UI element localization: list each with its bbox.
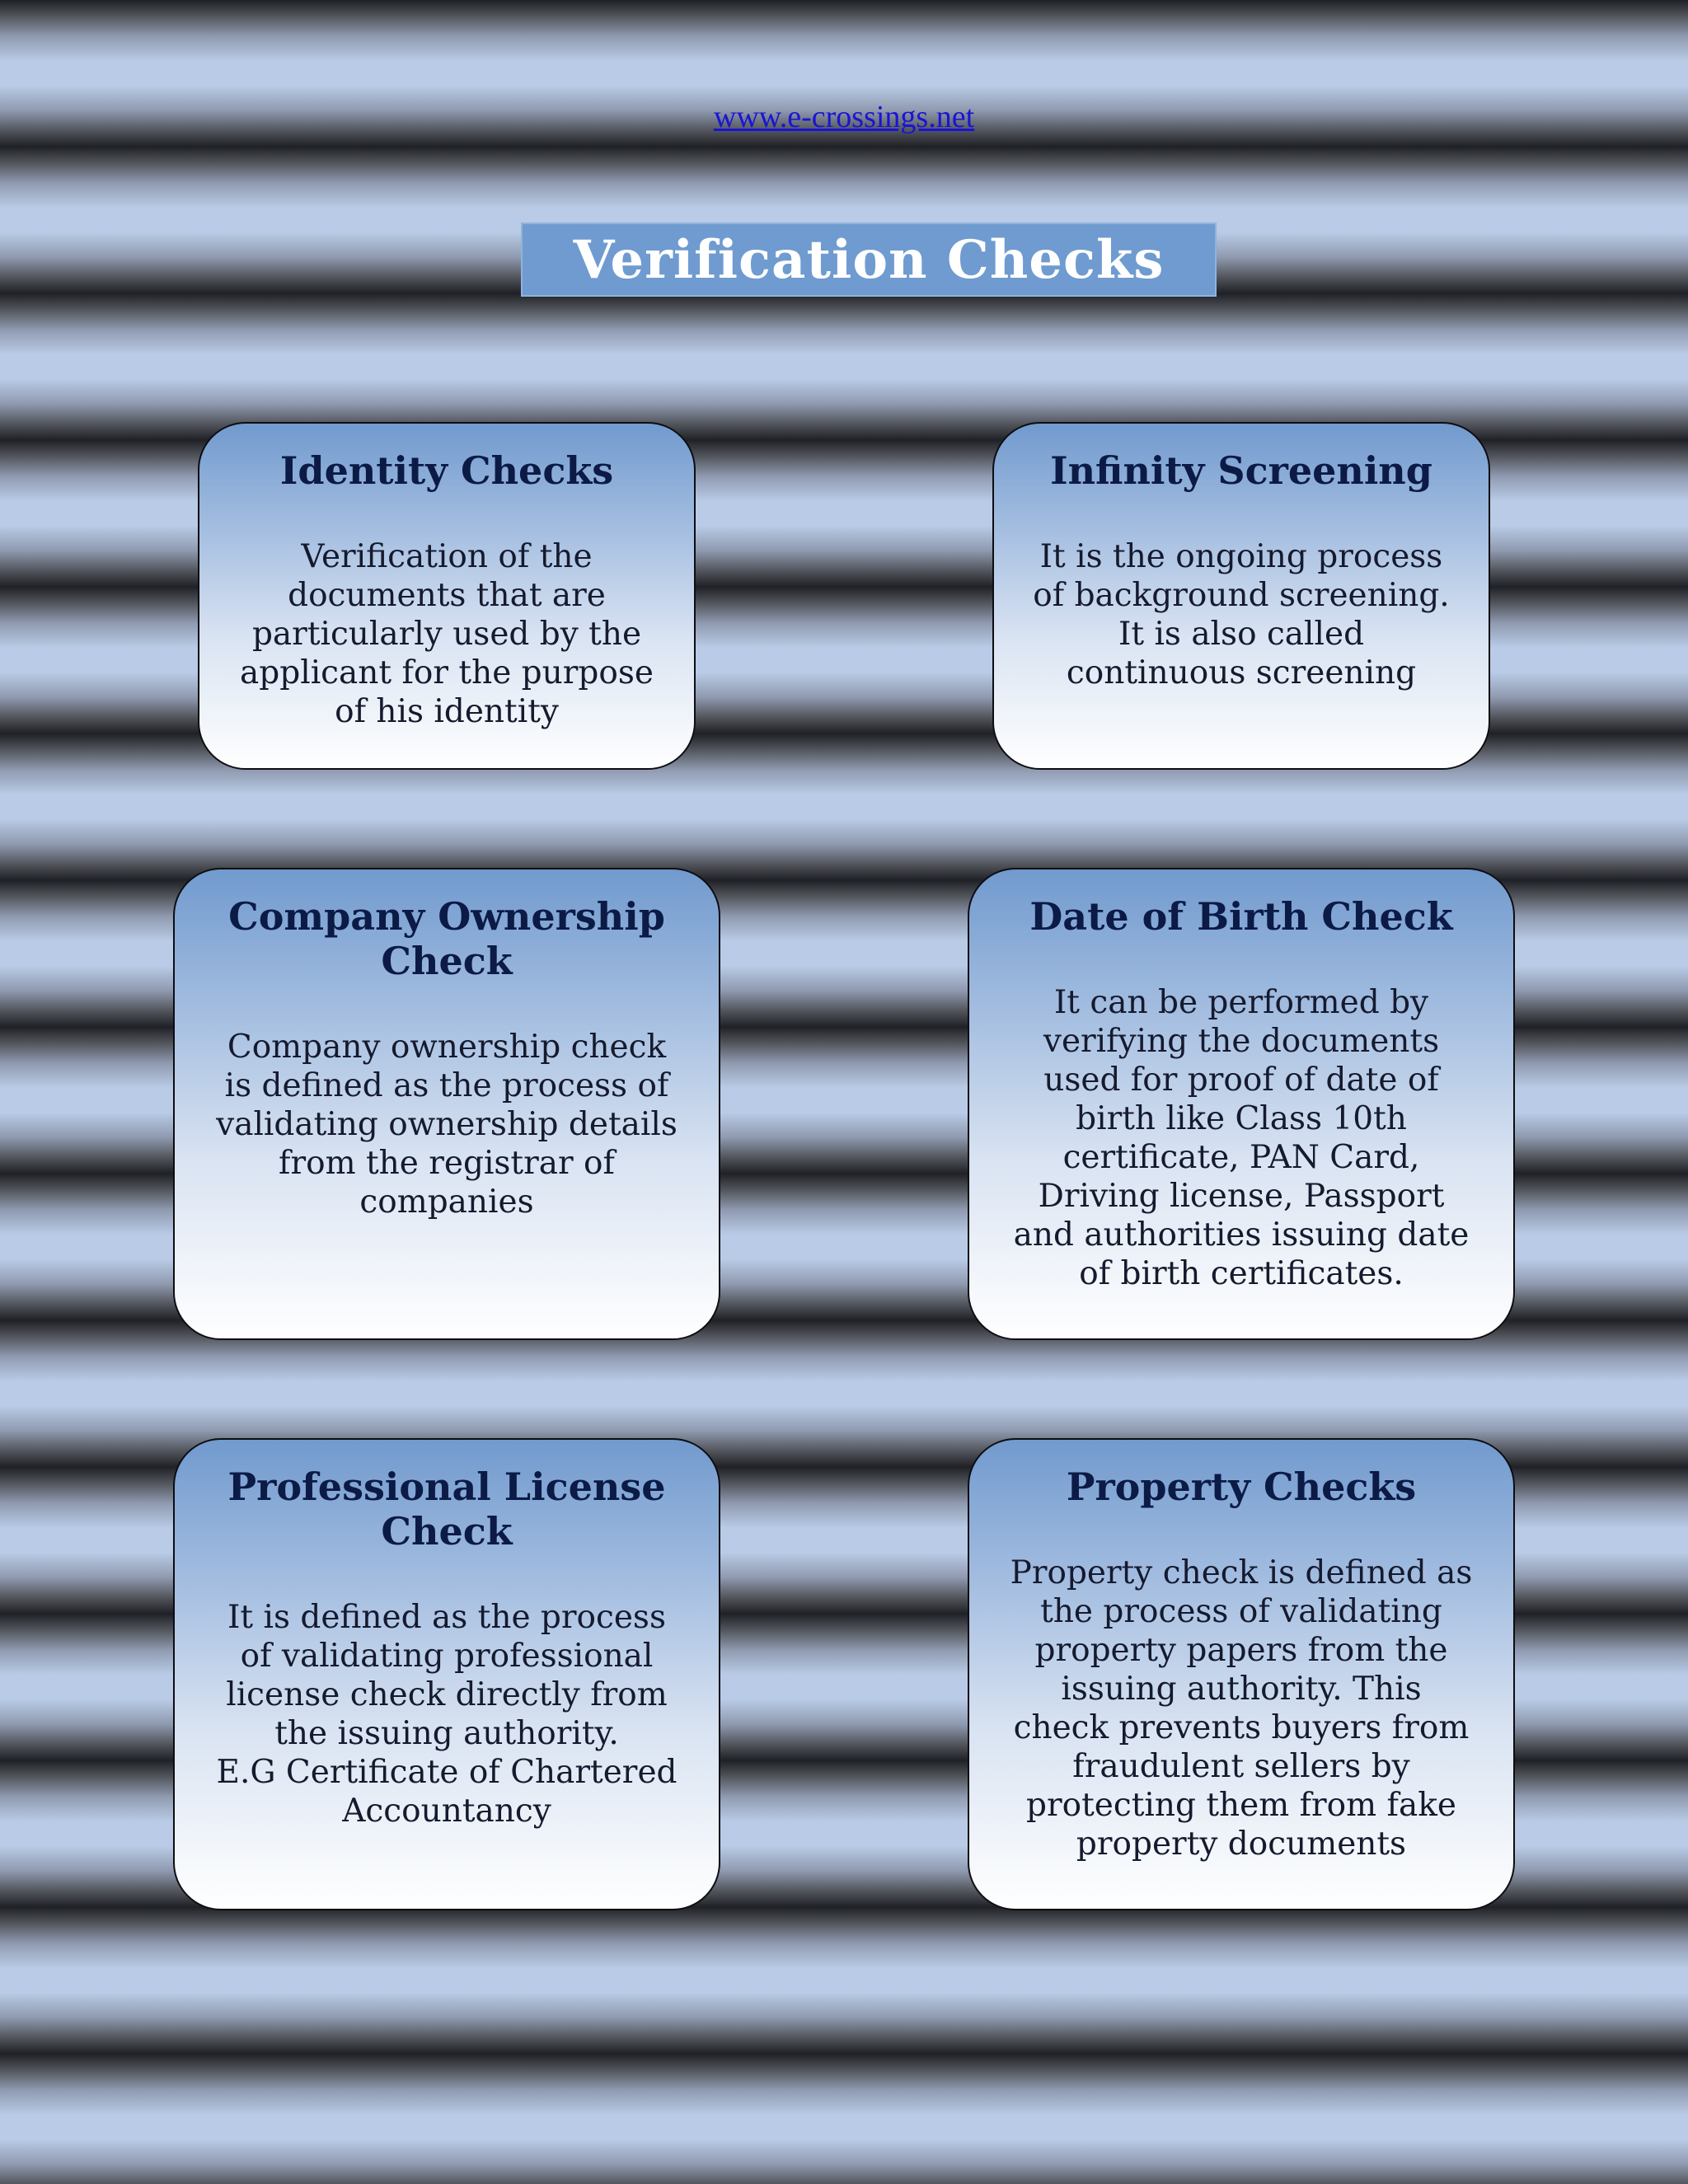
website-link[interactable]: www.e-crossings.net — [713, 100, 975, 134]
card-title: Identity Checks — [279, 448, 614, 493]
card-property-checks — [968, 1438, 1515, 1910]
card-title: Property Checks — [1066, 1465, 1417, 1509]
card-title: Professional License Check — [227, 1465, 666, 1554]
card-description: It is the ongoing process of background screening. It is also called continuous screening — [1033, 538, 1450, 691]
card-description: Property check is defined as the process of validating property papers from the issuing authority. This check prevents buyers from fraudulent sellers by protecting them from fake property documents — [1010, 1554, 1473, 1863]
card-infinity-screening — [992, 422, 1490, 770]
card-professional-license-check — [173, 1438, 720, 1910]
card-description: Verification of the documents that are particularly used by the applicant for the purpose of his identity — [240, 538, 654, 730]
page-title: Verification Checks — [573, 228, 1165, 291]
card-company-ownership-check — [173, 868, 720, 1340]
card-title: Company Ownership Check — [228, 894, 665, 983]
card-title: Date of Birth Check — [1029, 894, 1453, 939]
page-title-banner — [521, 223, 1217, 297]
card-description: It is defined as the process of validating professional license check directly from the issuing authority. E.G Certificate of Chartered Accountancy — [216, 1599, 678, 1830]
card-description: It can be performed by verifying the documents used for proof of date of birth like Class 10th certificate, PAN Card, Driving license, Passport and authorities issuing date of birth certificates. — [1013, 984, 1470, 1292]
card-description: Company ownership check is defined as the process of validating ownership details from the registrar of companies — [216, 1029, 678, 1221]
card-date-of-birth-check — [968, 868, 1515, 1340]
card-identity-checks — [198, 422, 696, 770]
card-title: Infinity Screening — [1050, 448, 1432, 493]
